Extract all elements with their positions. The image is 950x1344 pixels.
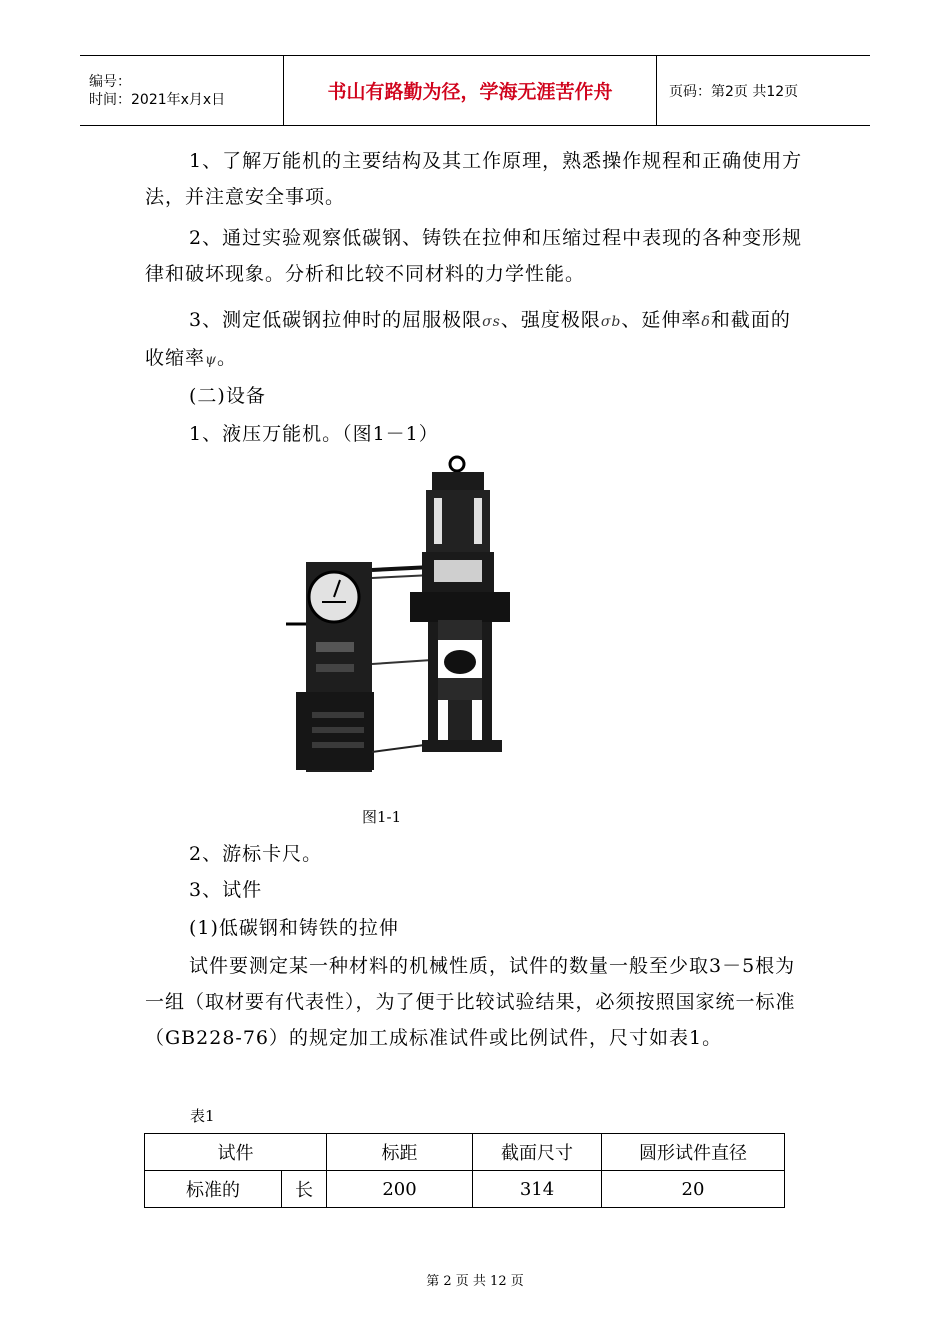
table-header-cell: 标距 bbox=[327, 1134, 473, 1171]
page-footer: 第 2 页 共 12 页 bbox=[426, 1274, 524, 1289]
psi-symbol: ψ bbox=[205, 352, 217, 368]
table-header-cell: 圆形试件直径 bbox=[602, 1134, 785, 1171]
table-header-cell: 截面尺寸 bbox=[473, 1134, 602, 1171]
delta-symbol: δ bbox=[701, 314, 711, 330]
motto-text: 书山有路勤为径，学海无涯苦作舟 bbox=[327, 81, 613, 103]
header-page-info bbox=[657, 56, 870, 125]
equipment-item-2: 2、游标卡尺。 bbox=[189, 843, 323, 865]
header-meta bbox=[80, 56, 283, 125]
objective-3 bbox=[145, 302, 810, 378]
objective-2: 2、通过实验观察低碳钢、铸铁在拉伸和压缩过程中表现的各种变形规律和破坏现象。分析和比较不同材料的力学性能。 bbox=[145, 227, 803, 285]
table-row bbox=[145, 1171, 785, 1208]
table-label: 表1 bbox=[190, 1107, 215, 1125]
number-label: 编号： bbox=[89, 73, 131, 90]
specimen-paragraph: 试件要测定某一种材料的机械性质，试件的数量一般至少取3－5根为一组（取材要有代表性），为了便于比较试验结果，必须按照国家统一标准（GB228-76）的规定加工成标准试件或比例试件，尺寸如表1。 bbox=[145, 955, 796, 1049]
page-info-text: 页码：第2页 共12页 bbox=[669, 83, 799, 100]
table-cell: 200 bbox=[327, 1171, 473, 1208]
specimen-table bbox=[144, 1133, 785, 1208]
table-cell: 314 bbox=[473, 1171, 602, 1208]
objective-3-a: 3、测定低碳钢拉伸时的屈服极限 bbox=[189, 309, 483, 331]
machine-illustration bbox=[286, 457, 510, 772]
sigma-s-symbol: σs bbox=[482, 314, 501, 330]
objective-3-c: 、延伸率 bbox=[621, 309, 702, 331]
objective-3-b: 、强度极限 bbox=[500, 309, 601, 331]
section-equipment-heading: (二)设备 bbox=[189, 385, 266, 407]
testing-machine-figure bbox=[282, 452, 522, 792]
table-cell: 标准的 bbox=[145, 1171, 282, 1208]
table-cell: 长 bbox=[282, 1171, 327, 1208]
table-header-cell: 试件 bbox=[145, 1134, 327, 1171]
sigma-b-symbol: σb bbox=[600, 314, 622, 330]
time-label: 时间：2021年x月x日 bbox=[89, 91, 226, 108]
header-motto bbox=[283, 56, 657, 125]
page-header bbox=[80, 55, 870, 126]
figure-caption: 图1-1 bbox=[362, 808, 402, 826]
table-header-row bbox=[145, 1134, 785, 1171]
objective-3-d: 和截面的收缩率 bbox=[145, 309, 791, 369]
table-cell: 20 bbox=[602, 1171, 785, 1208]
objective-3-e: 。 bbox=[217, 347, 238, 369]
objective-1: 1、了解万能机的主要结构及其工作原理，熟悉操作规程和正确使用方法，并注意安全事项。 bbox=[145, 150, 803, 208]
equipment-item-3-sub: (1)低碳钢和铸铁的拉伸 bbox=[189, 917, 399, 939]
equipment-item-1: 1、液压万能机。（图1－1） bbox=[189, 423, 439, 445]
equipment-item-3: 3、试件 bbox=[189, 879, 263, 901]
